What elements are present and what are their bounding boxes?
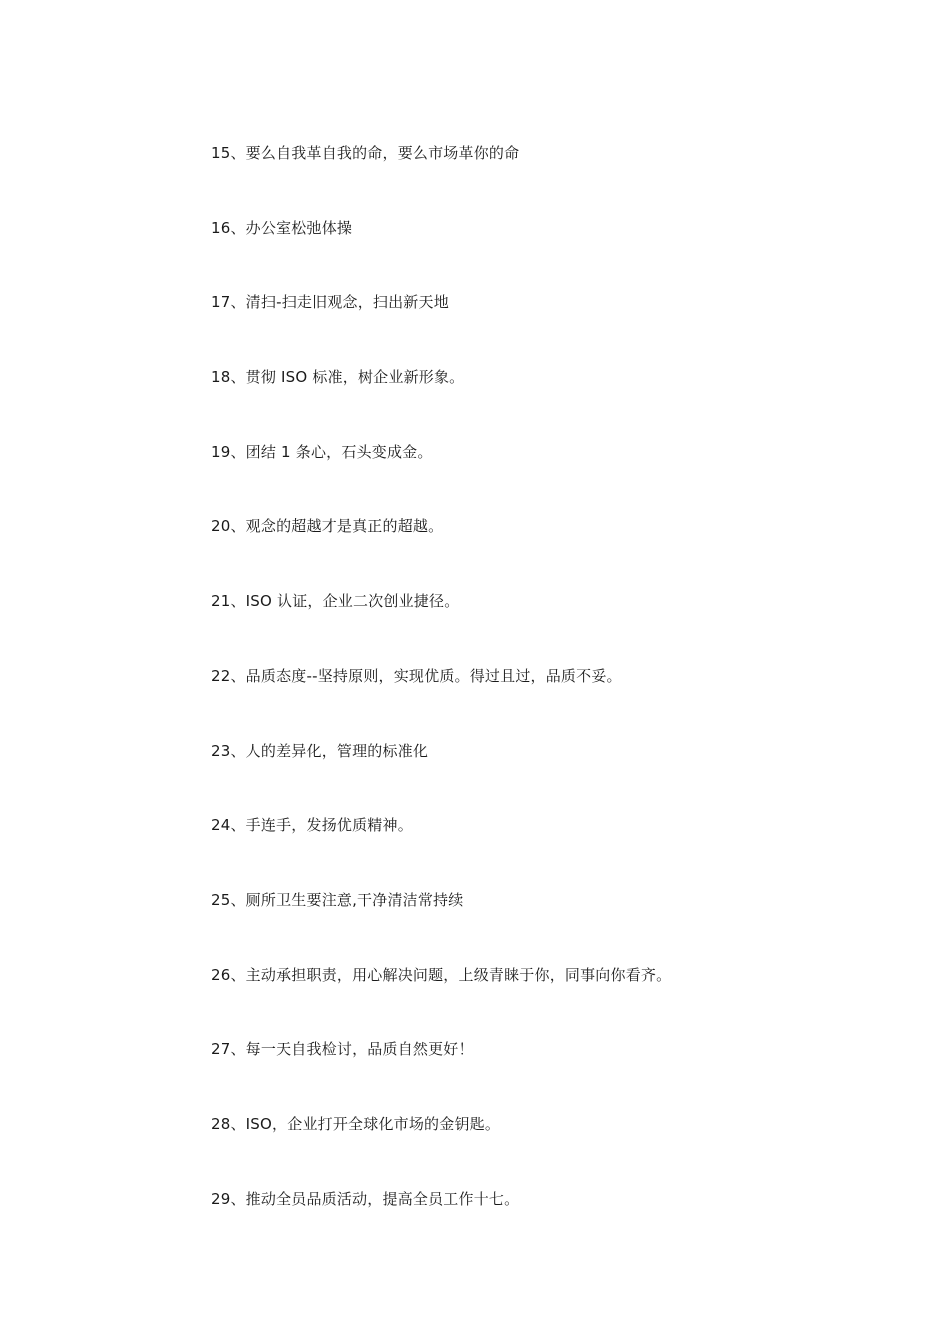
list-item: 20、观念的超越才是真正的超越。 (211, 517, 444, 536)
list-item: 25、厕所卫生要注意,干净清洁常持续 (211, 890, 464, 909)
list-item: 22、品质态度--坚持原则，实现优质。得过且过，品质不妥。 (211, 666, 622, 685)
list-item: 29、推动全员品质活动，提高全员工作十七。 (211, 1189, 520, 1208)
list-item: 21、ISO 认证，企业二次创业捷径。 (211, 592, 460, 611)
list-item: 17、清扫-扫走旧观念，扫出新天地 (211, 293, 449, 312)
list-item: 23、人的差异化，管理的标准化 (211, 741, 429, 760)
list-item: 26、主动承担职责，用心解决问题，上级青睐于你，同事向你看齐。 (211, 965, 672, 984)
list-item: 27、每一天自我检讨，品质自然更好！ (211, 1040, 474, 1059)
list-item: 18、贯彻 ISO 标准，树企业新形象。 (211, 368, 465, 387)
list-item: 15、要么自我革自我的命，要么市场革你的命 (211, 144, 520, 162)
slogan-list (211, 142, 871, 1262)
list-item: 28、ISO，企业打开全球化市场的金钥匙。 (211, 1114, 501, 1133)
list-item: 16、办公室松弛体操 (211, 218, 353, 237)
list-item: 19、团结 1 条心，石头变成金。 (211, 442, 433, 461)
list-item: 24、手连手，发扬优质精神。 (211, 816, 413, 835)
